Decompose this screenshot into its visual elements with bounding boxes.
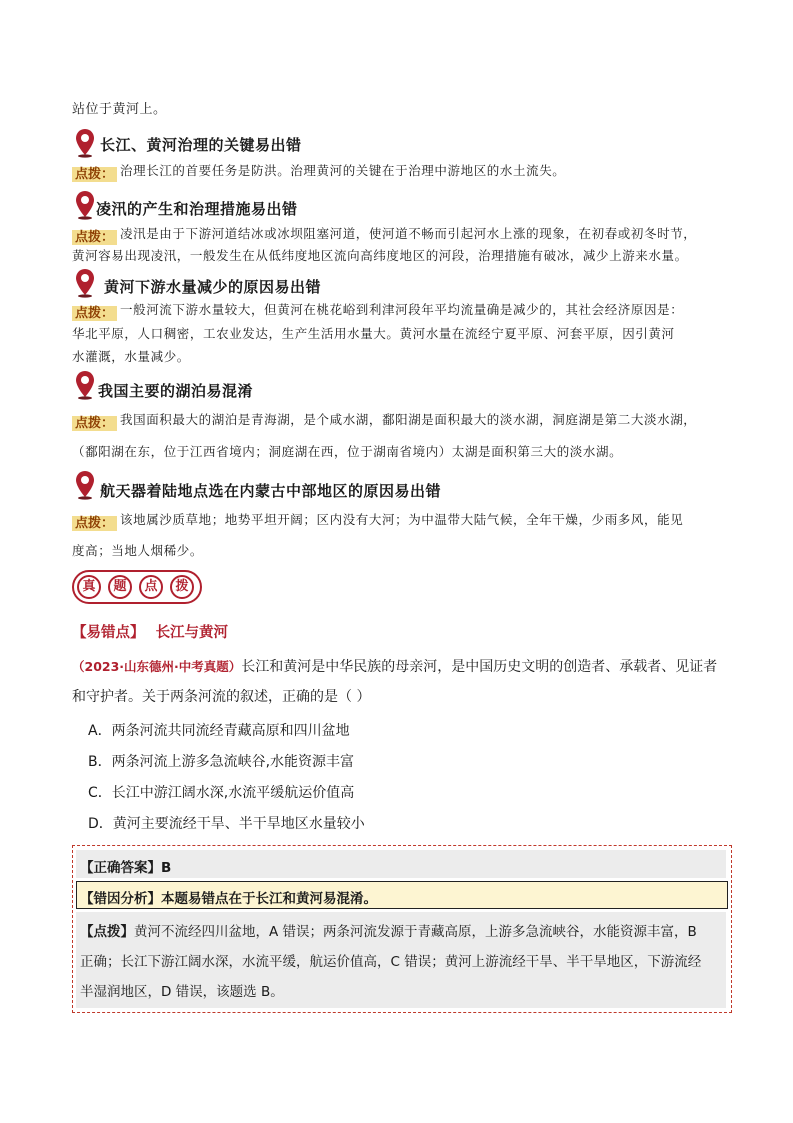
tip-tag: 【点拨】	[80, 924, 134, 940]
option-b: B．两条河流上游多急流峡谷,水能资源丰富	[88, 754, 355, 770]
tip-label: 点拨：	[72, 306, 117, 321]
error-point-tag: 【易错点】	[72, 625, 145, 641]
option-c: C．长江中游江阔水深,水流平缓航运价值高	[88, 785, 355, 801]
tip-text: 我国面积最大的湖泊是青海湖，是个咸水湖，鄱阳湖是面积最大的淡水湖，洞庭湖是第二大淡水湖，	[120, 412, 697, 427]
tip-text: 治理长江的首要任务是防洪。治理黄河的关键在于治理中游地区的水土流失。	[120, 163, 566, 178]
tip-row	[72, 226, 117, 245]
continued-text: 站位于黄河上。	[72, 102, 167, 117]
section-title: 我国主要的湖泊易混淆	[98, 382, 254, 400]
cause-text: 本题易错点在于长江和黄河易混淆。	[161, 891, 377, 907]
tip-text: 该地属沙质草地；地势平坦开阔；区内没有大河；为中温带大陆气候，全年干燥，少雨多风，能见	[120, 512, 684, 527]
location-pin-icon	[74, 128, 96, 158]
tip-text: 水灌溉，水量减少。	[72, 349, 190, 364]
option-a: A．两条河流共同流经青藏高原和四川盆地	[88, 723, 350, 739]
real-question-badge	[72, 570, 202, 604]
badge-char: 真	[77, 575, 101, 599]
question-source: （2023·山东德州·中考真题）	[72, 659, 242, 674]
location-pin-icon	[74, 268, 96, 298]
tip-line-3: 半湿润地区，D 错误，该题选 B。	[80, 984, 284, 1000]
tip-row	[72, 412, 117, 431]
section-title: 航天器着陆地点选在内蒙古中部地区的原因易出错	[100, 482, 442, 500]
tip-label: 点拨：	[72, 230, 117, 245]
tip-row	[72, 302, 117, 321]
tip-line	[80, 920, 697, 940]
location-pin-icon	[74, 190, 96, 220]
error-point-heading	[72, 621, 228, 642]
error-point-topic: 长江与黄河	[155, 625, 229, 641]
section-title: 长江、黄河治理的关键易出错	[100, 136, 302, 154]
question-stem-line1: 长江和黄河是中华民族的母亲河，是中国历史文明的创造者、承载者、见证者	[241, 659, 718, 675]
section-title: 凌汛的产生和治理措施易出错	[96, 200, 298, 218]
question-stem	[72, 656, 717, 676]
answer-row-bg	[76, 850, 726, 878]
tip-text: 华北平原，人口稠密，工农业发达，生产生活用水量大。黄河水量在流经宁夏平原、河套平原，因引黄河	[72, 326, 675, 341]
tip-label: 点拨：	[72, 516, 117, 531]
cause-row	[80, 887, 377, 907]
answer-row	[80, 856, 171, 876]
tip-text: 一般河流下游水量较大，但黄河在桃花峪到利津河段年平均流量确是减少的，其社会经济原因是：	[120, 302, 684, 317]
badge-char: 拨	[170, 575, 194, 599]
badge-char: 题	[108, 575, 132, 599]
tip-row	[72, 512, 117, 531]
location-pin-icon	[74, 370, 96, 400]
tip-text: （鄱阳湖在东，位于江西省境内；洞庭湖在西，位于湖南省境内）太湖是面积第三大的淡水湖。	[72, 444, 623, 459]
tip-text: 度高；当地人烟稀少。	[72, 543, 204, 558]
section-title: 黄河下游水量减少的原因易出错	[104, 278, 322, 296]
cause-tag: 【错因分析】	[80, 891, 161, 907]
answer-value: B	[161, 860, 172, 876]
badge-char: 点	[139, 575, 163, 599]
question-stem-line2: 和守护者。关于两条河流的叙述，正确的是（ ）	[72, 689, 371, 705]
tip-line-1: 黄河不流经四川盆地，A 错误；两条河流发源于青藏高原，上游多急流峡谷，水能资源丰富，B	[134, 924, 697, 940]
tip-line-2: 正确；长江下游江阔水深，水流平缓，航运价值高，C 错误；黄河上游流经干旱、半干旱地区，下游流经	[80, 954, 702, 970]
tip-label: 点拨：	[72, 416, 117, 431]
option-d: D．黄河主要流经干旱、半干旱地区水量较小	[88, 816, 365, 832]
answer-tag: 【正确答案】	[80, 860, 161, 876]
tip-text: 黄河容易出现凌汛，一般发生在从低纬度地区流向高纬度地区的河段，治理措施有破冰，减少上游来水量。	[72, 248, 688, 263]
tip-text: 凌汛是由于下游河道结冰或冰坝阻塞河道，使河道不畅而引起河水上涨的现象，在初春或初冬时节，	[120, 226, 697, 241]
location-pin-icon	[74, 470, 96, 500]
tip-label: 点拨：	[72, 167, 117, 182]
